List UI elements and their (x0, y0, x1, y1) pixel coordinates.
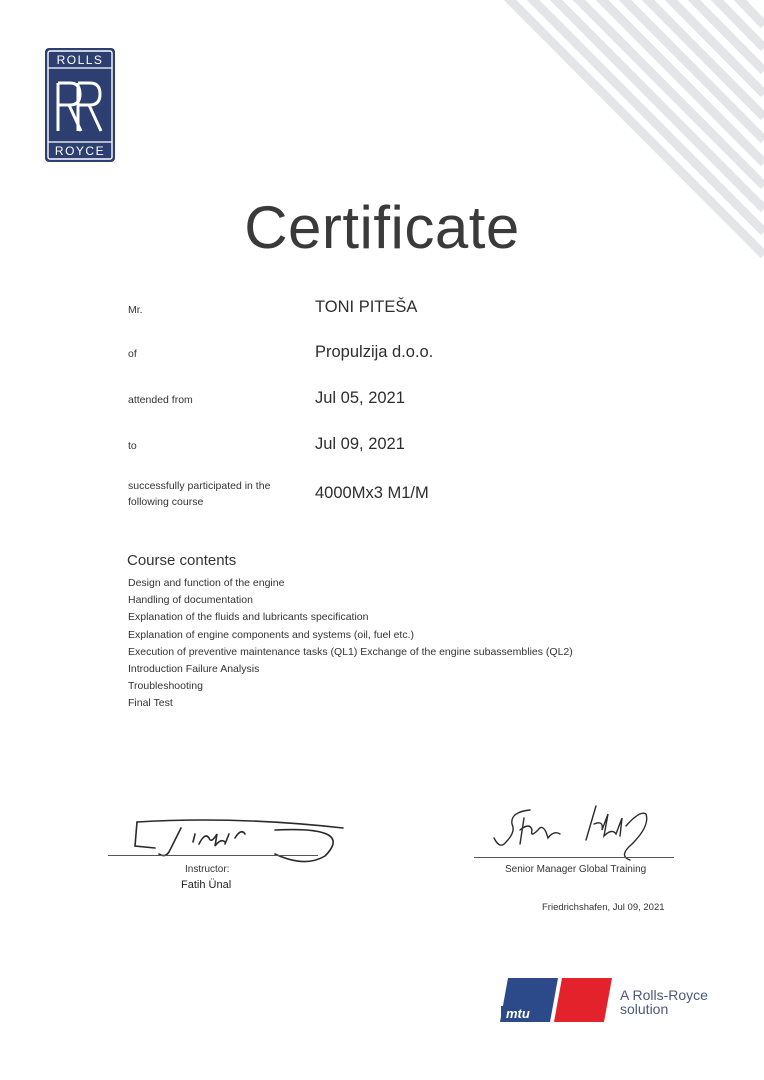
company-name: Propulzija d.o.o. (315, 343, 434, 361)
start-date: Jul 05, 2021 (315, 389, 405, 407)
logo-bottom-text: ROYCE (54, 144, 106, 158)
course-item: Explanation of the fluids and lubricants specification (128, 611, 369, 624)
instructor-role: Instructor: (185, 864, 230, 875)
label-salutation: Mr. (128, 304, 143, 316)
mtu-tagline-line2: solution (620, 1001, 669, 1017)
mtu-logo (498, 976, 616, 1024)
mtu-tagline (620, 988, 708, 1016)
label-attended-from: attended from (128, 394, 193, 406)
course-contents-list (128, 575, 573, 713)
label-participated (128, 478, 270, 510)
label-to: to (128, 440, 137, 452)
course-item: Execution of preventive maintenance tasks (QL1) Exchange of the engine subassemblies (QL2) (128, 645, 573, 658)
course-item: Design and function of the engine (128, 577, 285, 589)
course-item: Troubleshooting (128, 680, 203, 693)
label-of: of (128, 348, 137, 360)
recipient-name: TONI PITEŠA (315, 298, 418, 316)
course-item: Introduction Failure Analysis (128, 662, 260, 675)
certificate-title: Certificate (244, 194, 520, 261)
instructor-signature-line (108, 855, 318, 856)
course-item: Explanation of engine components and systems (oil, fuel etc.) (128, 628, 414, 641)
course-item: Final Test (128, 697, 173, 710)
course-contents-heading: Course contents (127, 552, 237, 569)
manager-role: Senior Manager Global Training (505, 864, 647, 875)
instructor-name: Fatih Ünal (181, 879, 232, 891)
instructor-signature (125, 808, 360, 870)
place-and-date: Friedrichshafen, Jul 09, 2021 (542, 902, 665, 913)
logo-top-text: ROLLS (56, 53, 104, 67)
course-name: 4000Mx3 M1/M (315, 484, 429, 502)
mtu-tagline-line1: A Rolls-Royce (620, 987, 708, 1003)
end-date: Jul 09, 2021 (315, 435, 405, 453)
course-item: Handling of documentation (128, 594, 253, 607)
label-participated-line2: following course (128, 496, 204, 508)
mtu-logo-text: mtu (506, 1006, 530, 1021)
rolls-royce-logo (44, 47, 116, 163)
label-participated-line1: successfully participated in the (128, 480, 271, 492)
manager-signature-line (474, 857, 674, 858)
